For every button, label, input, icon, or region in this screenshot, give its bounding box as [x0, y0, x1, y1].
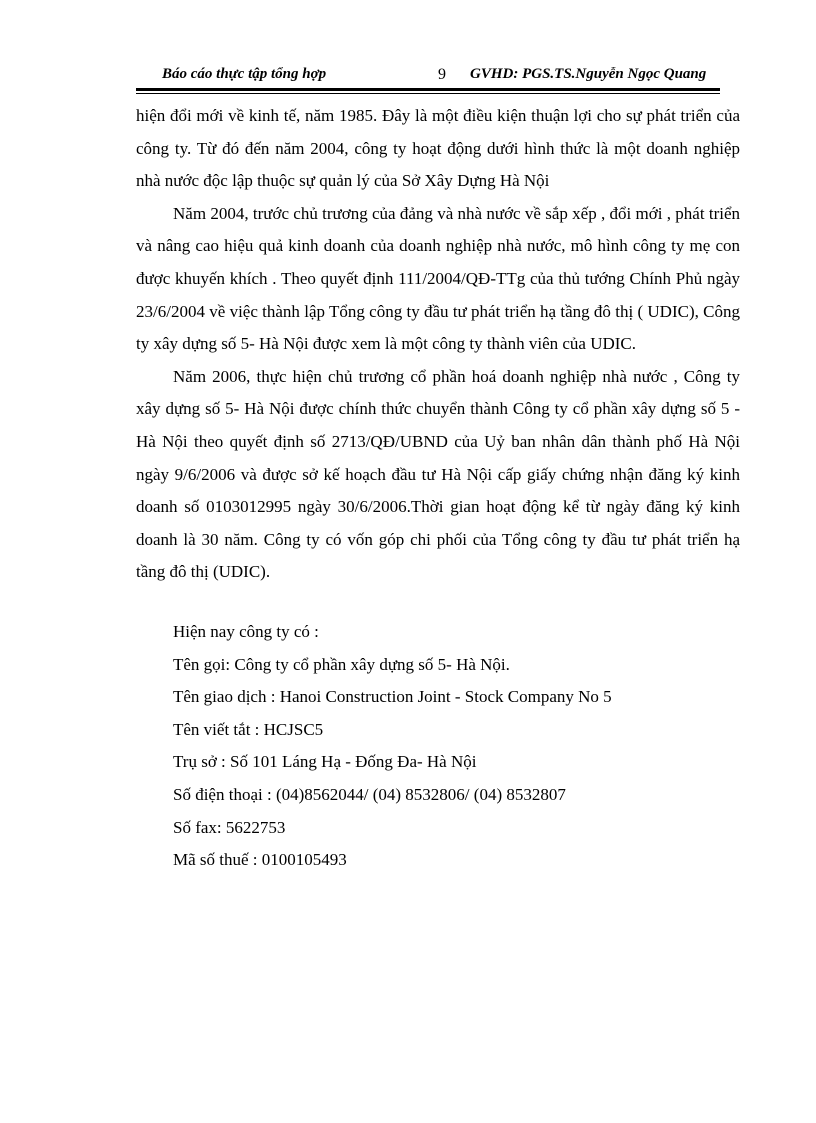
info-line-address: Trụ sở : Số 101 Láng Hạ - Đống Đa- Hà Nội: [173, 752, 477, 772]
paragraph-2006: Năm 2006, thực hiện chủ trương cổ phần hoá doanh nghiệp nhà nước , Công ty xây dựng số 5- Hà Nội được chính thức chuyển thành Công ty cổ phần xây dựng số 5 - Hà Nội theo quyết định số 2713/QĐ/UBND của Uỷ ban nhân dân thành phố Hà Nội ngày 9/6/2006 và được sở kế hoạch đầu tư Hà Nội cấp giấy chứng nhận đăng ký kinh doanh số 0103012995 ngày 30/6/2006.Thời gian hoạt động kể từ ngày đăng ký kinh doanh là 30 năm. Công ty có vốn góp chi phối của Tổng công ty đầu tư phát triển hạ tầng đô thị (UDIC).: [136, 366, 740, 582]
info-line-name: Tên gọi: Công ty cổ phần xây dựng số 5- Hà Nội.: [173, 654, 510, 674]
paragraph-continuation: hiện đổi mới về kinh tế, năm 1985. Đây là một điều kiện thuận lợi cho sự phát triển của công ty. Từ đó đến năm 2004, công ty hoạt động dưới hình thức là một doanh nghiệp nhà nước độc lập thuộc sự quản lý của Sở Xây Dựng Hà Nội: [136, 106, 740, 191]
page-number: 9: [438, 66, 446, 83]
paragraph-2004: Năm 2004, trước chủ trương của đảng và nhà nước về sắp xếp , đổi mới , phát triển và nâng cao hiệu quả kinh doanh của doanh nghiệp nhà nước, mô hình công ty mẹ con được khuyến khích . Theo quyết định 111/2004/QĐ-TTg của thủ tướng Chính Phủ ngày 23/6/2004 về việc thành lập Tổng công ty đầu tư phát triển hạ tầng đô thị ( UDIC), Công ty xây dựng số 5- Hà Nội được xem là một công ty thành viên của UDIC.: [136, 203, 740, 354]
header-rule-thick: [136, 88, 720, 91]
info-line-trade-name: Tên giao dịch : Hanoi Construction Joint - Stock Company No 5: [173, 687, 612, 707]
info-line-phone: Số điện thoại : (04)8562044/ (04) 8532806/ (04) 8532807: [173, 784, 566, 804]
header-supervisor: GVHD: PGS.TS.Nguyễn Ngọc Quang: [470, 66, 707, 82]
header-report-title: Báo cáo thực tập tổng hợp: [162, 66, 327, 82]
header-rule-thin: [136, 93, 720, 94]
info-line-fax: Số fax: 5622753: [173, 817, 286, 837]
body-text: [136, 100, 740, 589]
info-line-intro: Hiện nay công ty có :: [173, 622, 319, 641]
info-line-abbreviation: Tên viết tắt : HCJSC5: [173, 719, 324, 739]
info-line-tax-code: Mã số thuế : 0100105493: [173, 850, 347, 870]
running-header: [136, 64, 720, 88]
company-info-list: [173, 616, 612, 877]
